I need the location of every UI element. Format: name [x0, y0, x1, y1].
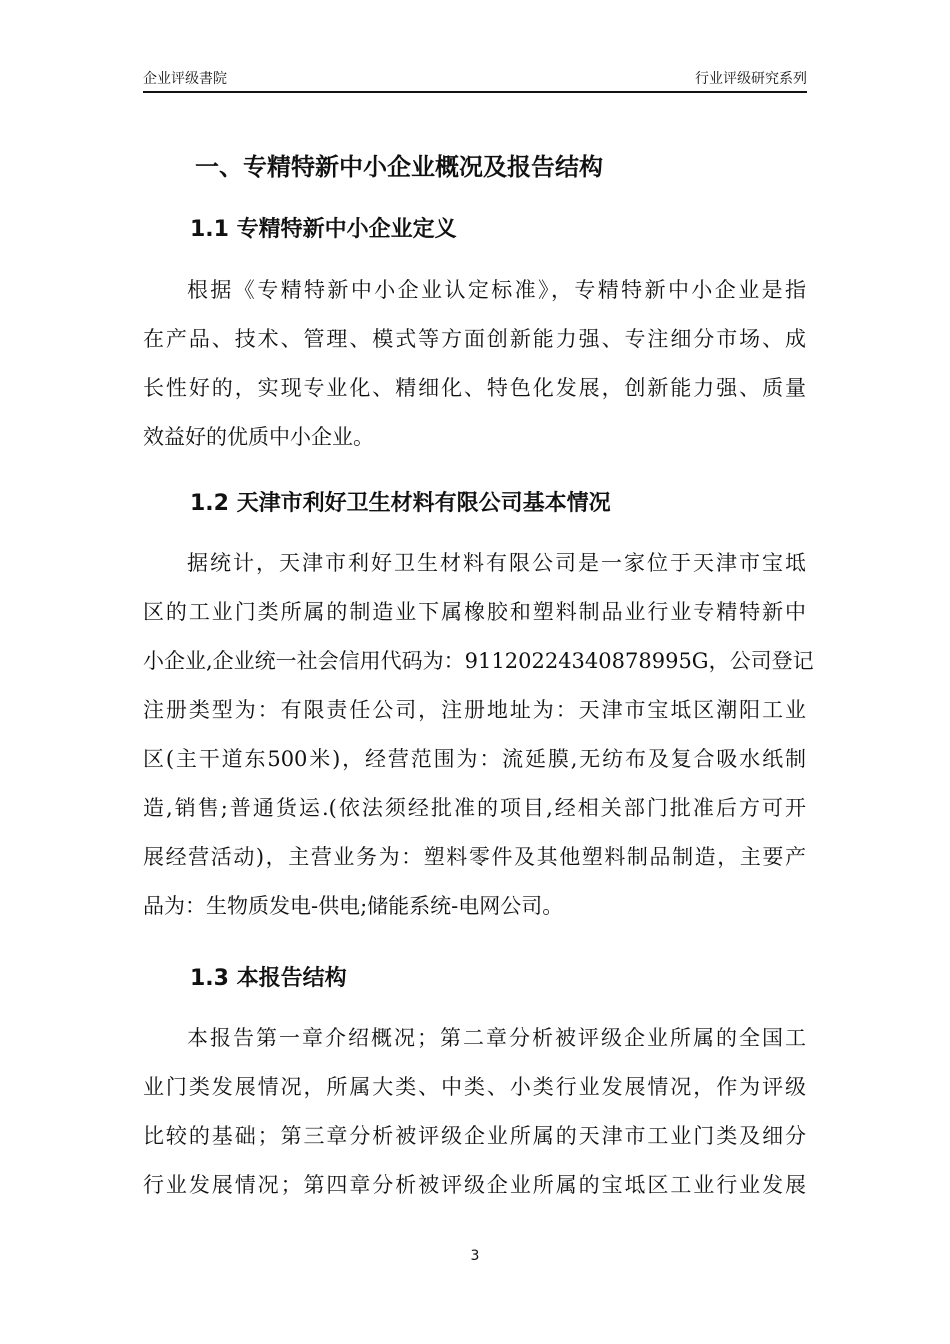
text-line: 根据《专精特新中小企业认定标准》，专精特新中小企业是指 — [187, 278, 806, 302]
text-line: 业门类发展情况，所属大类、中类、小类行业发展情况，作为评级 — [143, 1075, 806, 1099]
chapter-title: 一、专精特新中小企业概况及报告结构 — [195, 153, 603, 181]
section-1-3-paragraph — [143, 1014, 806, 1210]
text-line: 效益好的优质中小企业。 — [143, 425, 374, 449]
text-line: 造,销售;普通货运.(依法须经批准的项目,经相关部门批准后方可开 — [143, 796, 806, 820]
text-line: 行业发展情况；第四章分析被评级企业所属的宝坻区工业行业发展 — [143, 1173, 806, 1197]
text-line: 本报告第一章介绍概况；第二章分析被评级企业所属的全国工 — [187, 1026, 806, 1050]
section-1-2-paragraph — [143, 539, 814, 931]
page-number: 3 — [470, 1248, 480, 1264]
header-divider — [143, 91, 807, 93]
text-line: 长性好的，实现专业化、精细化、特色化发展，创新能力强、质量 — [143, 376, 806, 400]
section-1-1-paragraph — [143, 266, 806, 462]
text-line: 区的工业门类所属的制造业下属橡胶和塑料制品业行业专精特新中 — [143, 600, 806, 624]
text-line: 在产品、技术、管理、模式等方面创新能力强、专注细分市场、成 — [143, 327, 806, 351]
text-line: 品为：生物质发电-供电;储能系统-电网公司。 — [143, 894, 564, 918]
section-title-1-2: 1.2 天津市利好卫生材料有限公司基本情况 — [190, 491, 611, 516]
section-title-1-3: 1.3 本报告结构 — [190, 966, 347, 991]
text-line: 据统计，天津市利好卫生材料有限公司是一家位于天津市宝坻 — [187, 551, 806, 575]
text-line: 比较的基础；第三章分析被评级企业所属的天津市工业门类及细分 — [143, 1124, 806, 1148]
text-line: 小企业,企业统一社会信用代码为：91120224340878995G，公司登记 — [143, 649, 814, 673]
text-line: 区(主干道东500米)，经营范围为：流延膜,无纺布及复合吸水纸制 — [143, 747, 806, 771]
text-line: 注册类型为：有限责任公司，注册地址为：天津市宝坻区潮阳工业 — [143, 698, 806, 722]
text-line: 展经营活动)，主营业务为：塑料零件及其他塑料制品制造，主要产 — [143, 845, 806, 869]
section-title-1-1: 1.1 专精特新中小企业定义 — [190, 217, 457, 242]
header-left-text: 企业评级書院 — [143, 71, 227, 87]
header-right-text: 行业评级研究系列 — [695, 71, 807, 87]
